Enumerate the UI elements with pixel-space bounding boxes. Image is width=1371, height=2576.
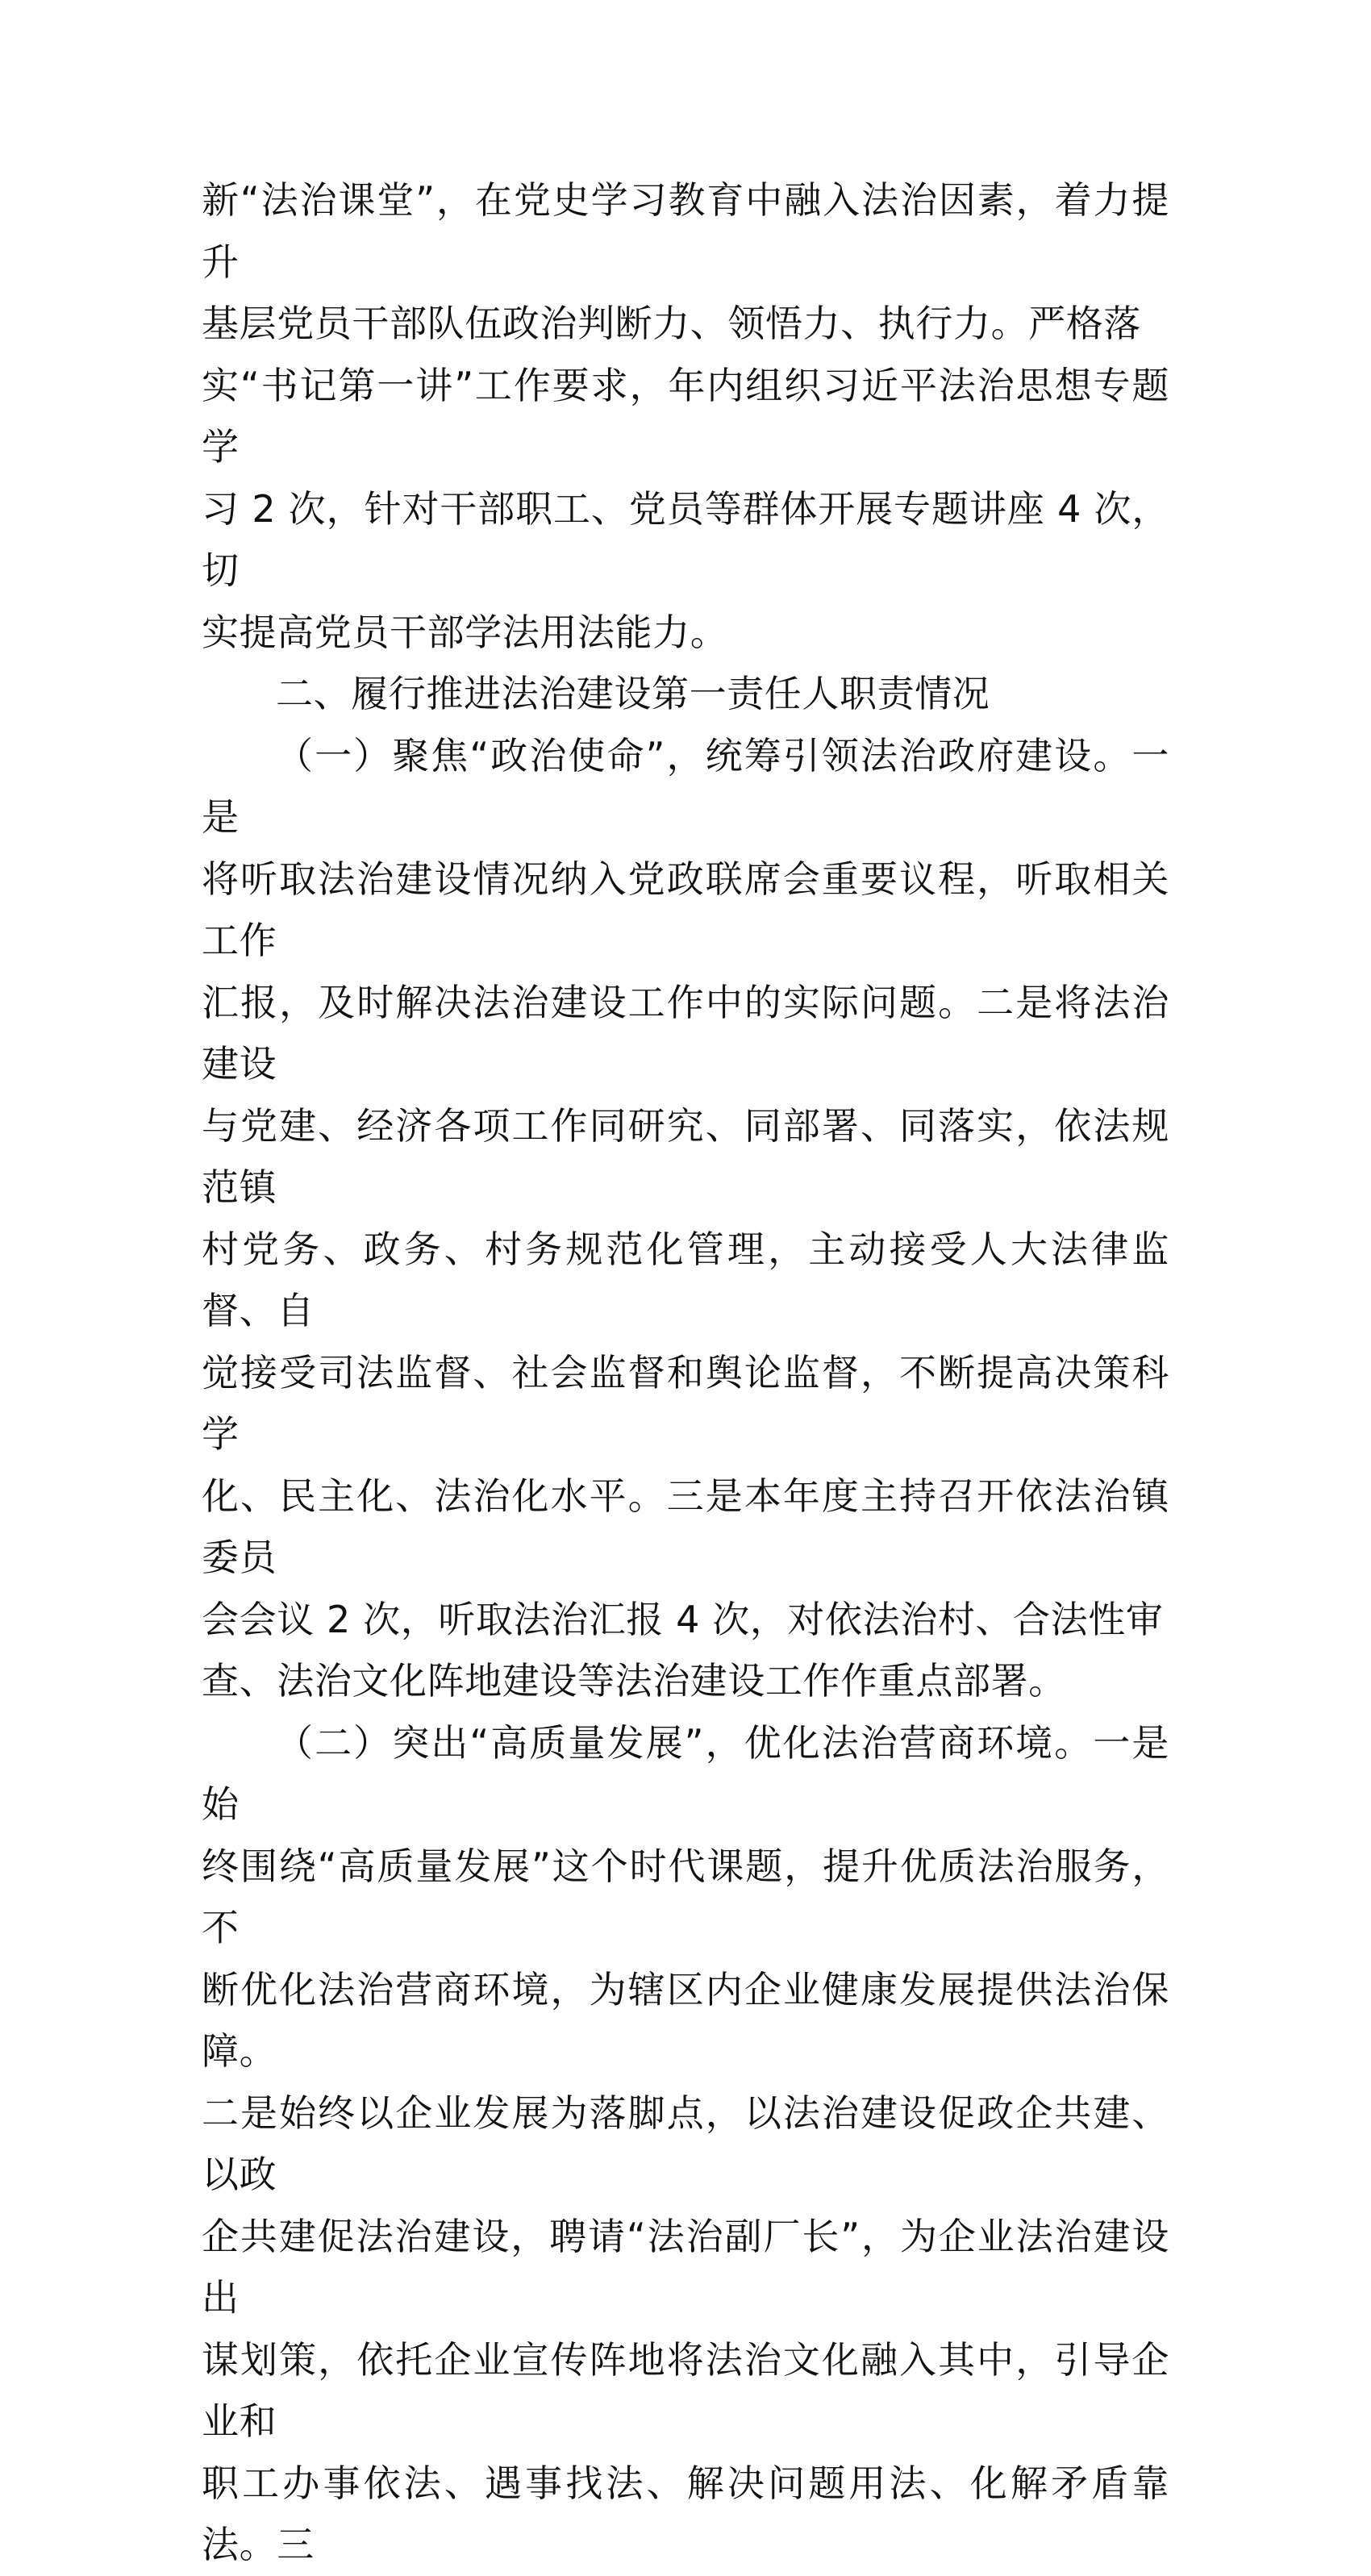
text-line: 终围绕“高质量发展”这个时代课题，提升优质法治服务，不 bbox=[202, 1844, 1169, 1949]
text-line: 将听取法治建设情况纳入党政联席会重要议程，听取相关工作 bbox=[202, 857, 1169, 962]
text-line: 基层党员干部队伍政治判断力、领悟力、执行力。严格落 bbox=[202, 302, 1141, 345]
text-line: 村党务、政务、村务规范化管理，主动接受人大法律监督、自 bbox=[202, 1227, 1169, 1332]
text-line: 谋划策，依托企业宣传阵地将法治文化融入其中，引导企业和 bbox=[202, 2337, 1169, 2443]
text-line: 汇报，及时解决法治建设工作中的实际问题。二是将法治建设 bbox=[202, 980, 1169, 1086]
text-line: 二是始终以企业发展为落脚点，以法治建设促政企共建、以政 bbox=[202, 2090, 1169, 2196]
text-line: 实“书记第一讲”工作要求，年内组织习近平法治思想专题学 bbox=[202, 363, 1169, 469]
text-line: 化、民主化、法治化水平。三是本年度主持召开依法治镇委员 bbox=[202, 1473, 1169, 1579]
document-body bbox=[202, 169, 1169, 2576]
text-line: （一）聚焦“政治使命”，统筹引领法治政府建设。一是 bbox=[202, 733, 1169, 839]
text-line: 企共建促法治建设，聘请“法治副厂长”，为企业法治建设出 bbox=[202, 2214, 1169, 2320]
text-line: 与党建、经济各项工作同研究、同部署、同落实，依法规范镇 bbox=[202, 1103, 1169, 1209]
text-line: （二）突出“高质量发展”，优化法治营商环境。一是始 bbox=[202, 1720, 1169, 1826]
text-line: 会会议 2 次，听取法治汇报 4 次，对依法治村、合法性审 bbox=[202, 1597, 1164, 1641]
text-line: 职工办事依法、遇事找法、解决问题用法、化解矛盾靠法。三 bbox=[202, 2461, 1169, 2566]
paragraph-continuation bbox=[202, 169, 1169, 663]
section-heading bbox=[202, 663, 1169, 725]
text-line: 断优化法治营商环境，为辖区内企业健康发展提供法治保障。 bbox=[202, 1967, 1169, 2073]
text-line: 习 2 次，针对干部职工、党员等群体开展专题讲座 4 次，切 bbox=[202, 486, 1169, 592]
paragraph-section-1 bbox=[202, 725, 1169, 1712]
paragraph-section-2 bbox=[202, 1712, 1169, 2576]
text-line: 查、法治文化阵地建设等法治建设工作作重点部署。 bbox=[202, 1659, 1066, 1703]
text-line: 新“法治课堂”，在党史学习教育中融入法治因素，着力提升 bbox=[202, 178, 1169, 284]
text-line: 实提高党员干部学法用法能力。 bbox=[202, 610, 728, 654]
heading-text: 二、履行推进法治建设第一责任人职责情况 bbox=[276, 672, 990, 715]
text-line: 觉接受司法监督、社会监督和舆论监督，不断提高决策科学 bbox=[202, 1350, 1169, 1456]
